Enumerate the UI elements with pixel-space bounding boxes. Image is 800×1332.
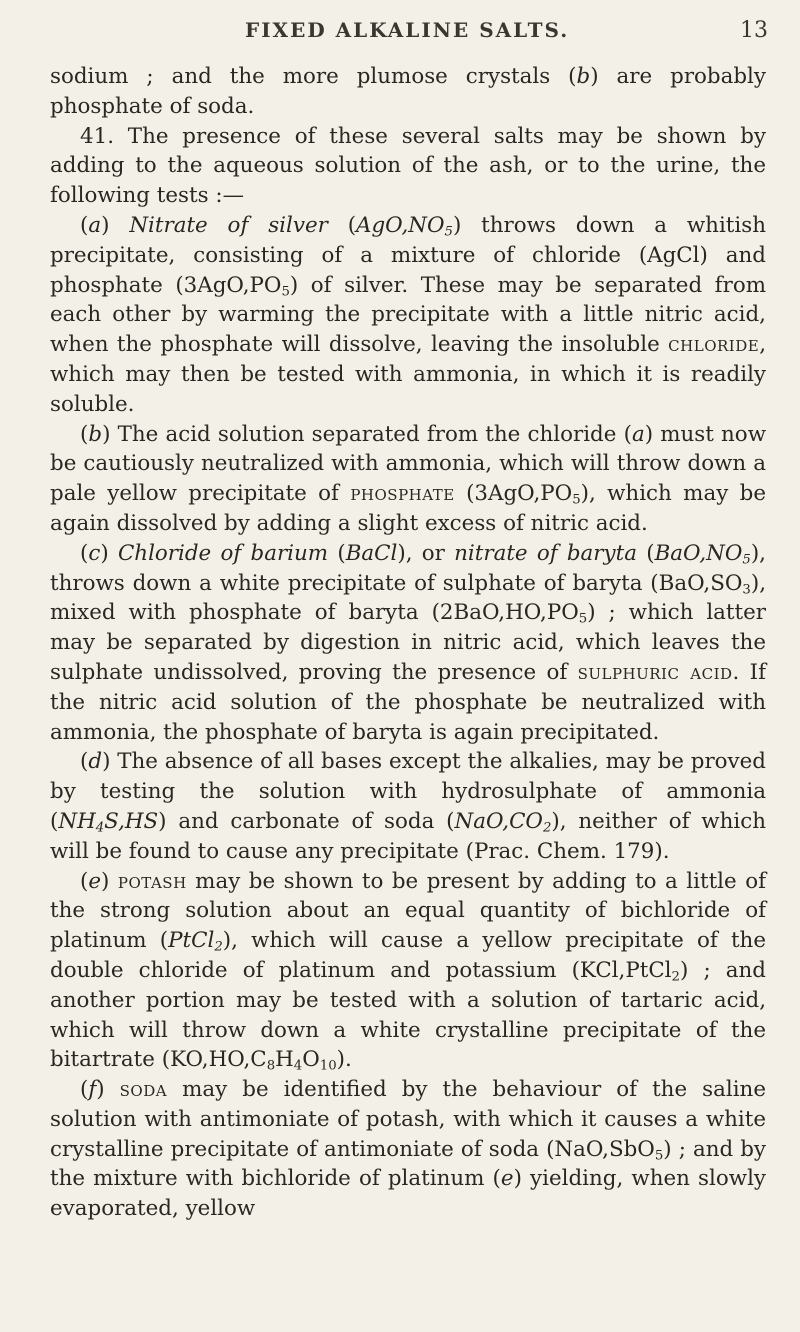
paragraph: (b) The acid solution separated from the chloride (a) must now be cautiously neutralized with ammonia, which will throw down a pale yellow precipitate of phosphate $(3AgO,PO_5)$, which may be again dissolved by adding a slight excess of nitric acid. <box>50 421 767 536</box>
running-title: FIXED ALKALINE SALTS. <box>245 18 570 42</box>
paragraph: (f) soda may be identified by the behaviour of the saline solution with antimoniate of potash, with which it causes a white crystalline precipitate of antimoniate of soda (NaO,SbO$_5$) ; and by the mixture with bichloride of platinum (e) yielding, when slowly evaporated, yellow <box>50 1077 767 1222</box>
paragraph: sodium ; and the more plumose crystals (b) are probably phosphate of soda. <box>50 64 766 119</box>
page-number: 13 <box>740 18 768 43</box>
paragraph: (c) Chloride of barium (BaCl), or nitrate of baryta $(BaO,NO_5)$, throws down a white precipitate of sulphate of baryta $(BaO,SO_3)$, mixed with phosphate of baryta $(2BaO,HO,PO_5)$ ; which latter may be separated by digestion in nitric acid, which leaves the sulphate undissolved, proving the presence of sulphuric acid. If the nitric acid solution of the phosphate be neutralized with ammonia, the phosphate of baryta is again precipitated. <box>50 540 767 745</box>
body-text <box>50 62 766 1224</box>
paragraph: (a) Nitrate of silver $(AgO,NO_5)$ throws down a whitish precipitate, consisting of a mixture of chloride (AgCl) and phosphate $(3AgO,PO_5)$ of silver. These may be separated from each other by warming the precipitate with a little nitric acid, when the phosphate will dissolve, leaving the insoluble chloride, which may then be tested with ammonia, in which it is readily soluble. <box>50 212 766 417</box>
paragraph: (e) potash may be shown to be present by adding to a little of the strong solution about an equal quantity of bichloride of platinum (PtCl$_2$), which will cause a yellow precipitate of the double chloride of platinum and potassium (KCl,PtCl$_2$) ; and another portion may be tested with a solution of tartaric acid, which will throw down a white crystalline precipitate of the bitartrate $(KO,HO,C_8H_4O_{10})$. <box>50 868 767 1074</box>
paragraph: 41. The presence of these several salts may be shown by adding to the aqueous solution of the ash, or to the urine, the following tests :— <box>50 123 766 209</box>
page-header <box>0 18 800 48</box>
paragraph: (d) The absence of all bases except the alkalies, may be proved by testing the solution with hydrosulphate of ammonia $(NH_4S,HS)$ and carbonate of soda $(NaO,CO_2)$, neither of which will be found to cause any precipitate (Prac. Chem. 179). <box>50 749 766 864</box>
